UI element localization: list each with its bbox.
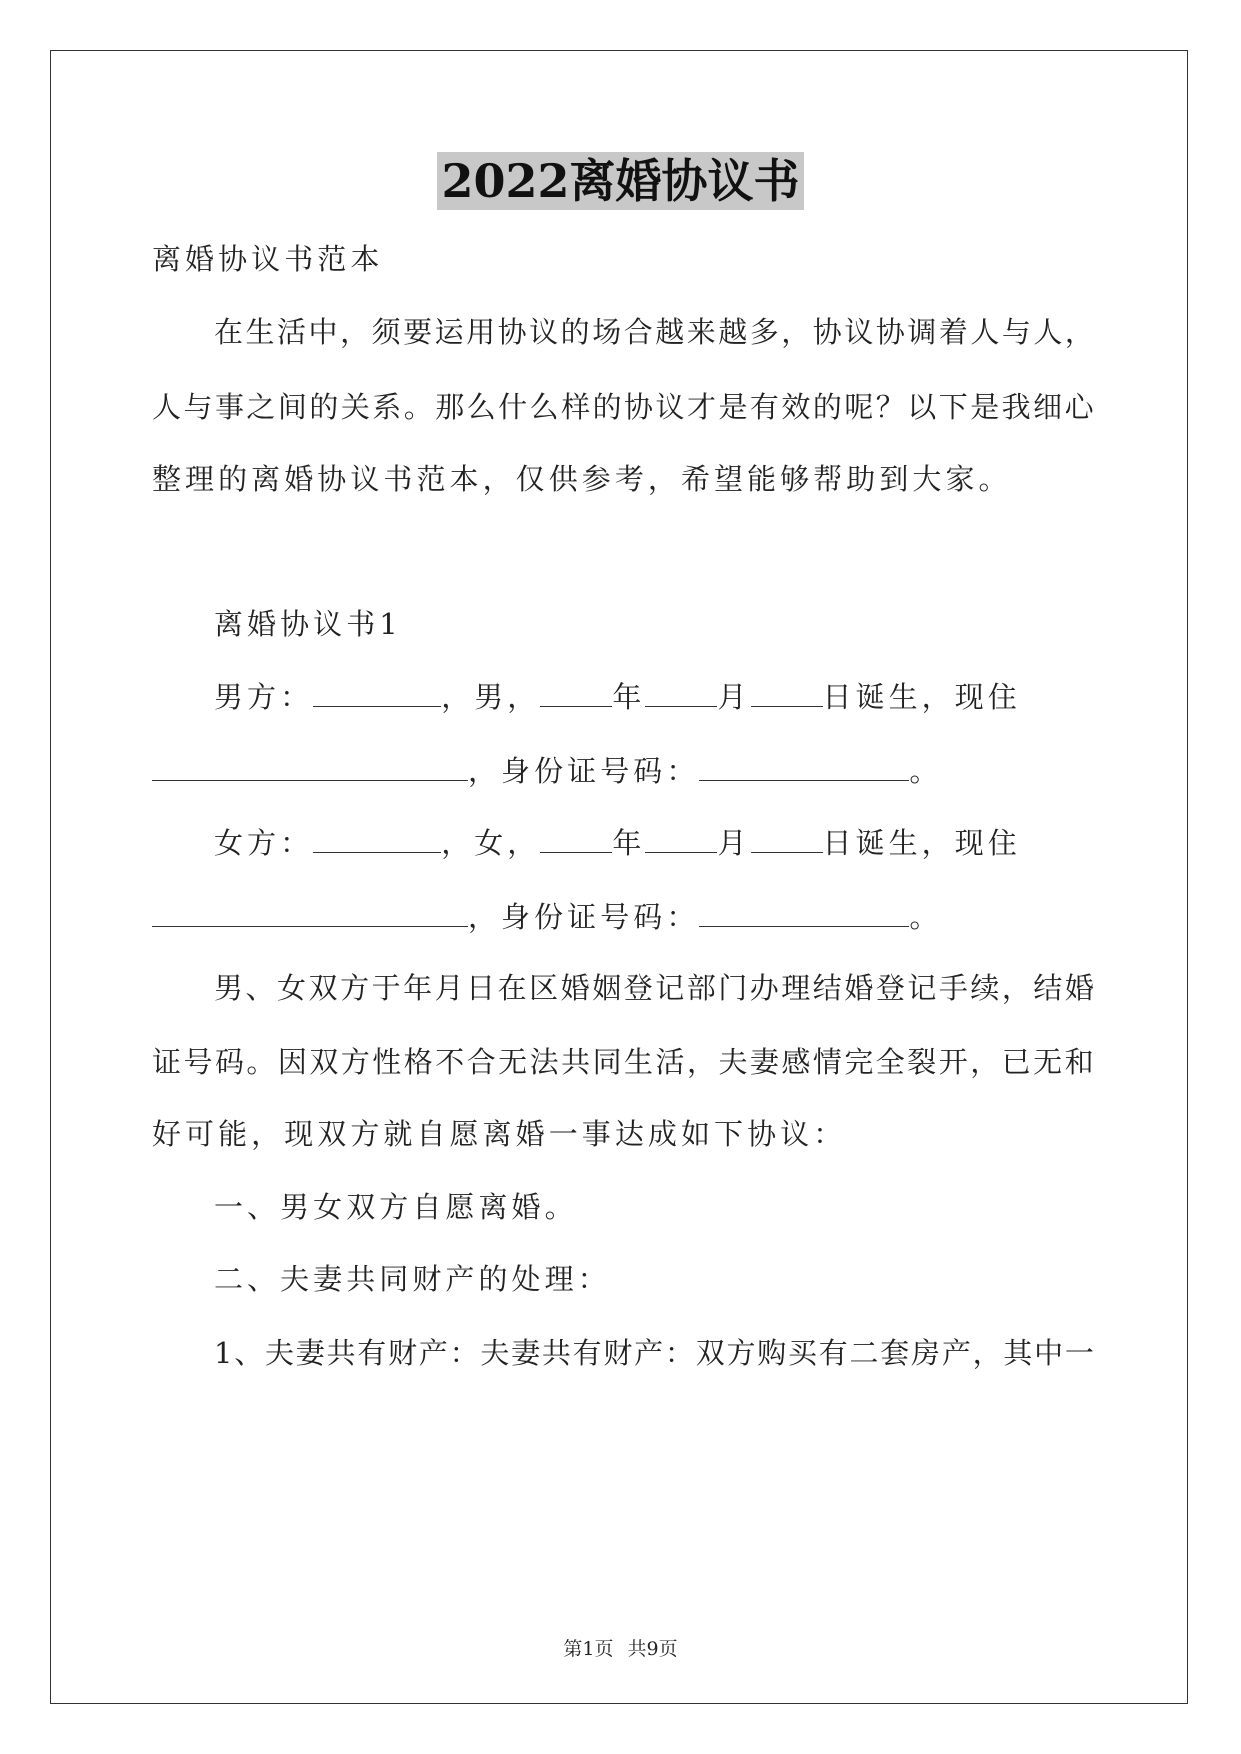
glyph: 的 xyxy=(812,390,842,424)
glyph: 结 xyxy=(812,971,842,1005)
glyph: 理 xyxy=(781,971,811,1005)
glyph: 结 xyxy=(1033,971,1063,1005)
glyph: 样 xyxy=(561,390,591,424)
glyph: 区 xyxy=(529,971,559,1005)
glyph: 买 xyxy=(787,1336,817,1370)
item-1: 一、男女双方自愿离婚。 xyxy=(214,1190,578,1224)
glyph: 裂 xyxy=(907,1045,937,1079)
glyph: 一 xyxy=(1064,1336,1094,1370)
glyph: 方 xyxy=(726,1336,756,1370)
glyph: 与 xyxy=(1001,315,1031,349)
marriage-line-2 xyxy=(152,1044,1094,1080)
glyph: 之 xyxy=(246,390,276,424)
glyph: 号 xyxy=(183,1045,213,1079)
glyph: 妻 xyxy=(295,1336,325,1370)
glyph: 婚 xyxy=(560,971,590,1005)
male-period: 。 xyxy=(909,754,943,788)
glyph: 那 xyxy=(435,390,465,424)
glyph: 夫 xyxy=(718,1045,748,1079)
glyph: 、 xyxy=(234,1336,264,1370)
glyph: 产 xyxy=(418,1336,448,1370)
glyph: 姻 xyxy=(592,971,622,1005)
glyph: 因 xyxy=(277,1045,307,1079)
glyph: ， xyxy=(1064,315,1094,349)
glyph: 同 xyxy=(592,1045,622,1079)
glyph: 婚 xyxy=(1064,971,1094,1005)
glyph: 年 xyxy=(403,971,433,1005)
glyph: 心 xyxy=(1064,390,1094,424)
glyph: ： xyxy=(664,1336,694,1370)
glyph: 其 xyxy=(1003,1336,1033,1370)
page-total: 共9页 xyxy=(627,1638,678,1660)
item-2: 二、夫妻共同财产的处理： xyxy=(214,1262,611,1296)
female-info-line xyxy=(214,825,1021,861)
page-footer xyxy=(0,1634,1241,1661)
subtitle: 离婚协议书范本 xyxy=(152,242,384,276)
glyph: 协 xyxy=(624,390,654,424)
glyph: 的 xyxy=(592,390,622,424)
female-born-residence: 日诞生，现住 xyxy=(822,826,1021,860)
glyph: 效 xyxy=(781,390,811,424)
female-year-label: 年 xyxy=(612,826,646,860)
title-wrap xyxy=(0,152,1241,210)
glyph: 1 xyxy=(214,1336,233,1370)
glyph: 男 xyxy=(214,971,244,1005)
glyph: 于 xyxy=(371,971,401,1005)
female-month-blank xyxy=(645,828,717,853)
glyph: 事 xyxy=(214,390,244,424)
glyph: 手 xyxy=(938,971,968,1005)
glyph: 什 xyxy=(498,390,528,424)
glyph: 么 xyxy=(466,390,496,424)
item-2-1 xyxy=(214,1335,1094,1371)
glyph: 协 xyxy=(875,315,905,349)
glyph: 和 xyxy=(1064,1045,1094,1079)
glyph: 产 xyxy=(634,1336,664,1370)
marriage-line-1 xyxy=(214,970,1094,1006)
glyph: 夫 xyxy=(264,1336,294,1370)
glyph: 是 xyxy=(718,390,748,424)
glyph: ： xyxy=(449,1336,479,1370)
glyph: 双 xyxy=(695,1336,725,1370)
glyph: 房 xyxy=(911,1336,941,1370)
glyph: 性 xyxy=(372,1045,402,1079)
glyph: 无 xyxy=(498,1045,528,1079)
glyph: 月 xyxy=(434,971,464,1005)
male-year-blank xyxy=(540,682,612,707)
marriage-line-3: 好可能，现双方就自愿离婚一事达成如下协议： xyxy=(152,1117,847,1151)
female-id-blank xyxy=(699,902,909,927)
glyph: 双 xyxy=(308,971,338,1005)
glyph: 日 xyxy=(466,971,496,1005)
section-heading: 离婚协议书1 xyxy=(214,607,402,641)
glyph: 开 xyxy=(938,1045,968,1079)
glyph: ， xyxy=(686,1045,716,1079)
glyph: 办 xyxy=(749,971,779,1005)
glyph: 方 xyxy=(340,971,370,1005)
glyph: 以 xyxy=(907,390,937,424)
male-gender: ，男， xyxy=(441,680,541,714)
glyph: 协 xyxy=(497,315,527,349)
glyph: ， xyxy=(972,1336,1002,1370)
glyph: 有 xyxy=(357,1336,387,1370)
glyph: 中 xyxy=(1034,1336,1064,1370)
female-gender: ，女， xyxy=(441,826,541,860)
intro-line-2 xyxy=(152,389,1094,425)
male-month-label: 月 xyxy=(717,680,751,714)
glyph: 法 xyxy=(529,1045,559,1079)
glyph: 与 xyxy=(183,390,213,424)
glyph: 协 xyxy=(812,315,842,349)
glyph: 全 xyxy=(875,1045,905,1079)
glyph: 在 xyxy=(497,971,527,1005)
document-title: 2022离婚协议书 xyxy=(437,152,803,210)
glyph: 情 xyxy=(812,1045,842,1079)
male-id-line xyxy=(152,753,942,789)
glyph: 有 xyxy=(572,1336,602,1370)
glyph: 感 xyxy=(781,1045,811,1079)
female-period: 。 xyxy=(909,900,943,934)
glyph: 议 xyxy=(529,315,559,349)
glyph: 系 xyxy=(372,390,402,424)
glyph: 在 xyxy=(214,315,244,349)
page-current: 第1页 xyxy=(563,1638,614,1660)
glyph: 人 xyxy=(1033,315,1063,349)
female-id-line xyxy=(152,899,942,935)
glyph: 是 xyxy=(970,390,1000,424)
glyph: 有 xyxy=(818,1336,848,1370)
glyph: 格 xyxy=(403,1045,433,1079)
glyph: 合 xyxy=(623,315,653,349)
glyph: 。 xyxy=(246,1045,276,1079)
glyph: 的 xyxy=(309,390,339,424)
glyph: 登 xyxy=(875,971,905,1005)
female-address-blank xyxy=(152,902,468,927)
glyph: 下 xyxy=(938,390,968,424)
glyph: 生 xyxy=(245,315,275,349)
male-address-blank xyxy=(152,756,468,781)
glyph: 产 xyxy=(941,1336,971,1370)
glyph: ？ xyxy=(875,390,905,424)
glyph: 来 xyxy=(686,315,716,349)
female-day-blank xyxy=(751,828,823,853)
glyph: 不 xyxy=(435,1045,465,1079)
glyph: 夫 xyxy=(480,1336,510,1370)
glyph: 人 xyxy=(152,390,182,424)
male-name-blank xyxy=(313,682,441,707)
glyph: 二 xyxy=(849,1336,879,1370)
glyph: 登 xyxy=(623,971,653,1005)
glyph: ， xyxy=(781,315,811,349)
glyph: 购 xyxy=(757,1336,787,1370)
glyph: 已 xyxy=(1001,1045,1031,1079)
glyph: 财 xyxy=(603,1336,633,1370)
glyph: 场 xyxy=(592,315,622,349)
glyph: 妻 xyxy=(511,1336,541,1370)
glyph: 码 xyxy=(214,1045,244,1079)
glyph: ， xyxy=(1001,971,1031,1005)
male-month-blank xyxy=(645,682,717,707)
glyph: 的 xyxy=(560,315,590,349)
glyph: 方 xyxy=(340,1045,370,1079)
glyph: 双 xyxy=(309,1045,339,1079)
glyph: 共 xyxy=(541,1336,571,1370)
glyph: 关 xyxy=(340,390,370,424)
glyph: 呢 xyxy=(844,390,874,424)
female-month-label: 月 xyxy=(717,826,751,860)
glyph: 调 xyxy=(907,315,937,349)
glyph: 记 xyxy=(907,971,937,1005)
glyph: 要 xyxy=(403,315,433,349)
glyph: 共 xyxy=(561,1045,591,1079)
glyph: 运 xyxy=(434,315,464,349)
glyph: 续 xyxy=(970,971,1000,1005)
glyph: 间 xyxy=(277,390,307,424)
glyph: 完 xyxy=(844,1045,874,1079)
male-id-blank xyxy=(699,756,909,781)
glyph: 活 xyxy=(277,315,307,349)
glyph: 议 xyxy=(655,390,685,424)
intro-line-1 xyxy=(214,314,1094,350)
female-id-label: ，身份证号码： xyxy=(468,900,700,934)
female-year-blank xyxy=(540,828,612,853)
glyph: 生 xyxy=(624,1045,654,1079)
glyph: 多 xyxy=(749,315,779,349)
female-label: 女方： xyxy=(214,826,314,860)
male-label: 男方： xyxy=(214,680,314,714)
glyph: ， xyxy=(340,315,370,349)
glyph: 活 xyxy=(655,1045,685,1079)
glyph: 合 xyxy=(466,1045,496,1079)
glyph: 妻 xyxy=(749,1045,779,1079)
glyph: 。 xyxy=(403,390,433,424)
glyph: ， xyxy=(970,1045,1000,1079)
glyph: 共 xyxy=(326,1336,356,1370)
glyph: 我 xyxy=(1001,390,1031,424)
glyph: 部 xyxy=(686,971,716,1005)
male-id-label: ，身份证号码： xyxy=(468,754,700,788)
page-border xyxy=(50,50,1188,1704)
glyph: 、 xyxy=(245,971,275,1005)
male-born-residence: 日诞生，现住 xyxy=(822,680,1021,714)
glyph: 越 xyxy=(718,315,748,349)
glyph: 才 xyxy=(686,390,716,424)
glyph: 着 xyxy=(938,315,968,349)
glyph: 无 xyxy=(1033,1045,1063,1079)
glyph: 细 xyxy=(1033,390,1063,424)
male-day-blank xyxy=(751,682,823,707)
male-info-line xyxy=(214,679,1021,715)
glyph: 越 xyxy=(655,315,685,349)
glyph: 证 xyxy=(152,1045,182,1079)
glyph: 用 xyxy=(466,315,496,349)
glyph: 么 xyxy=(529,390,559,424)
glyph: 套 xyxy=(880,1336,910,1370)
glyph: 中 xyxy=(308,315,338,349)
female-name-blank xyxy=(313,828,441,853)
glyph: 人 xyxy=(970,315,1000,349)
male-year-label: 年 xyxy=(612,680,646,714)
glyph: 议 xyxy=(844,315,874,349)
glyph: 记 xyxy=(655,971,685,1005)
glyph: 门 xyxy=(718,971,748,1005)
glyph: 有 xyxy=(749,390,779,424)
glyph: 财 xyxy=(388,1336,418,1370)
glyph: 女 xyxy=(277,971,307,1005)
glyph: 婚 xyxy=(844,971,874,1005)
glyph: 须 xyxy=(371,315,401,349)
intro-line-3: 整理的离婚协议书范本，仅供参考，希望能够帮助到大家。 xyxy=(152,462,1012,496)
